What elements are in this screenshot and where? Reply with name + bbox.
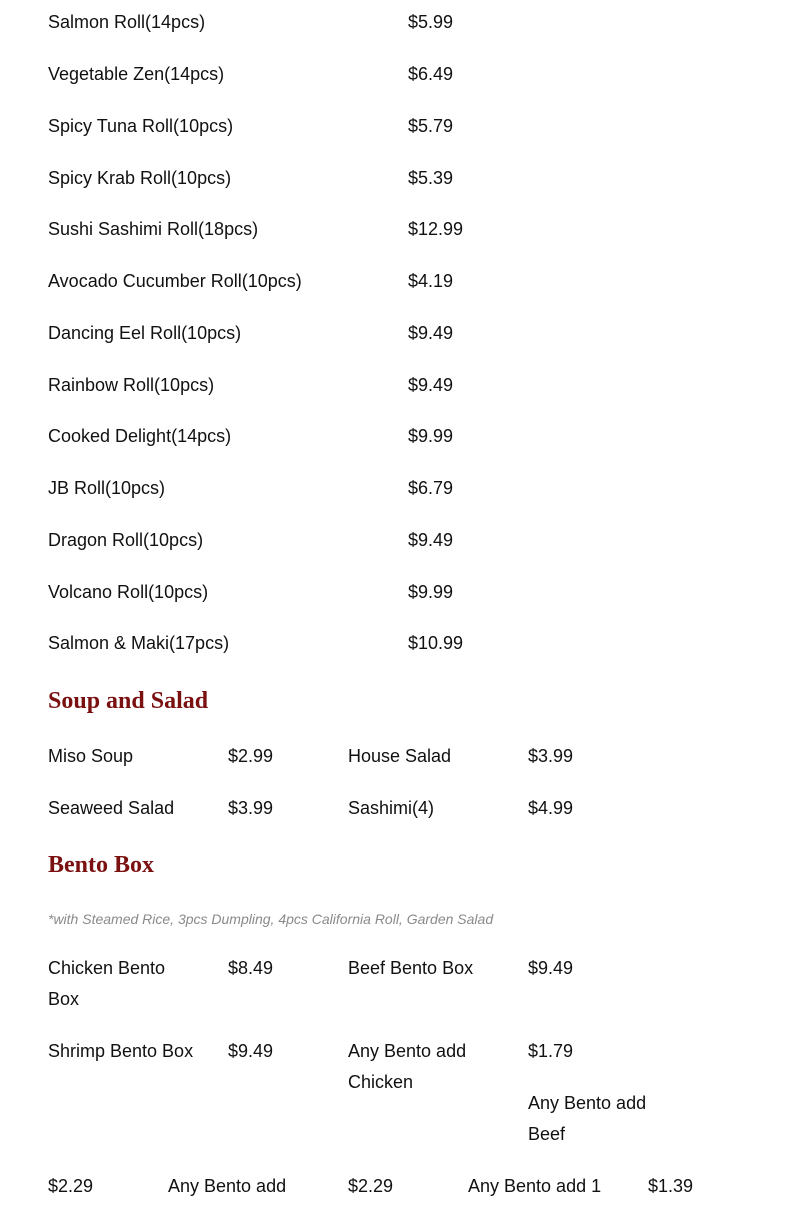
item-name: Any Bento add Chicken bbox=[348, 1041, 467, 1092]
item-price: $9.99 bbox=[408, 582, 454, 602]
bento-note: *with Steamed Rice, 3pcs Dumpling, 4pcs California Roll, Garden Salad bbox=[48, 911, 494, 927]
item-price: $4.19 bbox=[408, 271, 454, 291]
item-name: Shrimp Bento Box bbox=[48, 1041, 194, 1061]
item-name: Vegetable Zen(14pcs) bbox=[48, 64, 225, 84]
item-price: $4.99 bbox=[528, 798, 574, 818]
item-name: Any Bento add Beef bbox=[528, 1093, 647, 1144]
item-name: Salmon & Maki(17pcs) bbox=[48, 633, 230, 653]
item-name: Rainbow Roll(10pcs) bbox=[48, 375, 215, 395]
item-price: $3.99 bbox=[528, 746, 574, 766]
item-price: $5.39 bbox=[408, 168, 454, 188]
item-name: Seaweed Salad bbox=[48, 798, 175, 818]
item-price: $8.49 bbox=[228, 958, 274, 978]
item-name: Avocado Cucumber Roll(10pcs) bbox=[48, 271, 302, 291]
item-price: $9.49 bbox=[528, 958, 574, 978]
item-name: Beef Bento Box bbox=[348, 958, 474, 978]
item-price: $5.79 bbox=[408, 116, 454, 136]
item-name: Dancing Eel Roll(10pcs) bbox=[48, 323, 242, 343]
item-name: Any Bento add 1 bbox=[468, 1176, 602, 1196]
item-name: House Salad bbox=[348, 746, 452, 766]
item-name: Spicy Tuna Roll(10pcs) bbox=[48, 116, 234, 136]
item-price: $1.39 bbox=[648, 1176, 694, 1196]
section-heading: Soup and Salad bbox=[48, 688, 209, 714]
item-name: Dragon Roll(10pcs) bbox=[48, 530, 204, 550]
item-name: Salmon Roll(14pcs) bbox=[48, 12, 206, 32]
item-price: $2.99 bbox=[228, 746, 274, 766]
item-price: $9.49 bbox=[408, 375, 454, 395]
item-price: $9.49 bbox=[228, 1041, 274, 1061]
item-name: JB Roll(10pcs) bbox=[48, 478, 166, 498]
item-price: $6.49 bbox=[408, 64, 454, 84]
item-name: Miso Soup bbox=[48, 746, 134, 766]
item-price: $10.99 bbox=[408, 633, 464, 653]
item-name: Sashimi(4) bbox=[348, 798, 435, 818]
section-heading: Bento Box bbox=[48, 852, 155, 878]
item-price: $1.79 bbox=[528, 1041, 574, 1061]
item-name: Volcano Roll(10pcs) bbox=[48, 582, 209, 602]
item-price: $2.29 bbox=[48, 1176, 94, 1196]
item-price: $2.29 bbox=[348, 1176, 394, 1196]
item-name: Any Bento add bbox=[168, 1176, 287, 1196]
item-price: $9.49 bbox=[408, 323, 454, 343]
item-name: Cooked Delight(14pcs) bbox=[48, 426, 232, 446]
item-price: $9.99 bbox=[408, 426, 454, 446]
item-price: $12.99 bbox=[408, 219, 464, 239]
item-name: Chicken Bento Box bbox=[48, 958, 166, 1009]
item-price: $6.79 bbox=[408, 478, 454, 498]
item-name: Spicy Krab Roll(10pcs) bbox=[48, 168, 232, 188]
item-price: $9.49 bbox=[408, 530, 454, 550]
item-price: $3.99 bbox=[228, 798, 274, 818]
item-price: $5.99 bbox=[408, 12, 454, 32]
item-name: Sushi Sashimi Roll(18pcs) bbox=[48, 219, 259, 239]
